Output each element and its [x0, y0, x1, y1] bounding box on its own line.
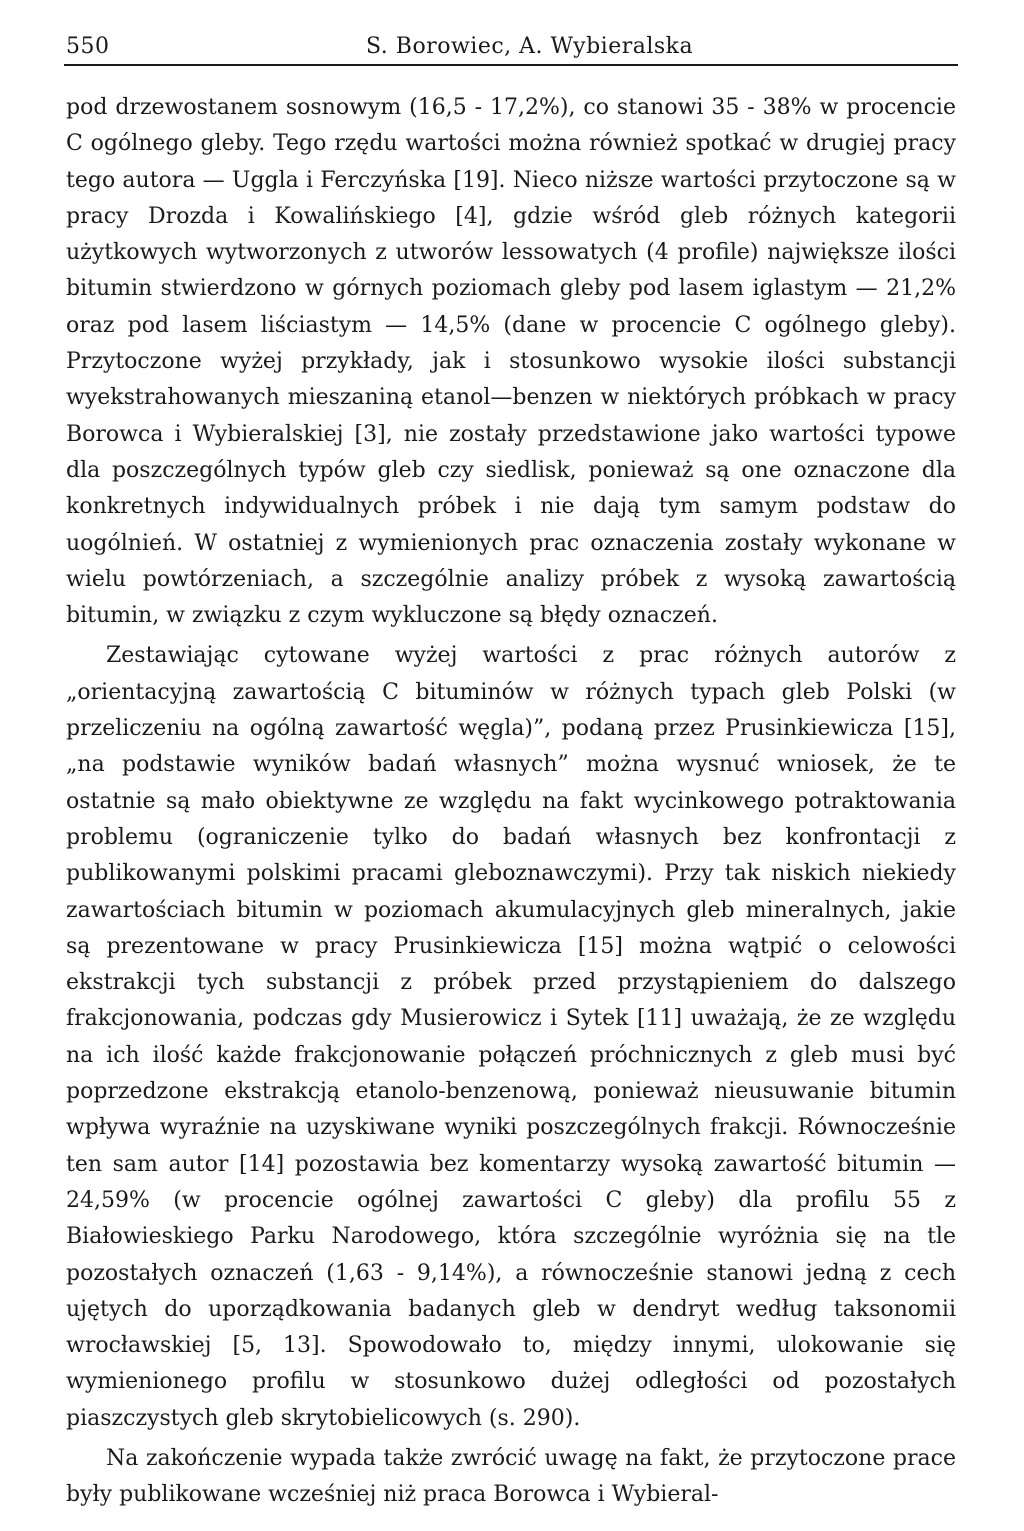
paragraph-1: pod drzewostanem sosnowym (16,5 - 17,2%), co stanowi 35 - 38% w procencie C ogólnego gleby. Tego rzędu wartości można również spotkać w drugiej pracy tego autora — Uggla i Ferczyńska [19]. Nieco niższe wartości przytoczone są w pracy Drozda i Kowalińskiego [4], gdzie wśród gleb różnych kategorii użytkowych wytworzonych z utworów lessowatych (4 profile) największe ilości bitumin stwierdzono w górnych poziomach gleby pod lasem iglastym — 21,2% oraz pod lasem liściastym — 14,5% (dane w procencie C ogólnego gleby). Przytoczone wyżej przykłady, jak i stosunkowo wysokie ilości substancji wyekstrahowanych mieszaniną etanol—benzen w niektórych próbkach w pracy Borowca i Wybieralskiej [3], nie zostały przedstawione jako wartości typowe dla poszczególnych typów gleb czy siedlisk, ponieważ są one oznaczone dla konkretnych indywidualnych próbek i nie dają tym samym podstaw do uogólnień. W ostatniej z wymienionych prac oznaczenia zostały wykonane w wielu powtórzeniach, a szczególnie analizy próbek z wysoką zawartością bitumin, w związku z czym wykluczone są błędy oznaczeń. [66, 95, 956, 629]
page-header [66, 30, 956, 64]
paragraph-3: Na zakończenie wypada także zwrócić uwagę na fakt, że przytoczone prace były publikowane wcześniej niż praca Borowca i Wybieral- [66, 1445, 956, 1508]
running-title: S. Borowiec, A. Wybieralska [366, 34, 694, 59]
header-rule [64, 64, 958, 66]
paragraph-2: Zestawiając cytowane wyżej wartości z prac różnych autorów z „orientacyjną zawartością C bituminów w różnych typach gleb Polski (w przeliczeniu na ogólną zawartość węgla)”, podaną przez Prusinkiewicza [15], „na podstawie wyników badań własnych” można wysnuć wniosek, że te ostatnie są mało obiektywne ze względu na fakt wycinkowego potraktowania problemu (ograniczenie tylko do badań własnych bez konfrontacji z publikowanymi polskimi pracami gleboznawczymi). Przy tak niskich niekiedy zawartościach bitumin w poziomach akumulacyjnych gleb mineralnych, jakie są prezentowane w pracy Prusinkiewicza [15] można wątpić o celowości ekstrakcji tych substancji z próbek przed przystąpieniem do dalszego frakcjonowania, podczas gdy Musierowicz i Sytek [11] uważają, że ze względu na ich ilość każde frakcjonowanie połączeń próchnicznych z gleb musi być poprzedzone ekstrakcją etanolo-benzenową, ponieważ nieusuwanie bitumin wpływa wyraźnie na uzyskiwane wyniki poszczególnych frakcji. Równocześnie ten sam autor [14] pozostawia bez komentarzy wysoką zawartość bitumin — 24,59% (w procencie ogólnej zawartości C gleby) dla profilu 55 z Białowieskiego Parku Narodowego, która szczególnie wyróżnia się na tle pozostałych oznaczeń (1,63 - 9,14%), a równocześnie stanowi jedną z cech ujętych do uporządkowania badanych gleb w dendryt według taksonomii wrocławskiej [5, 13]. Spowodowało to, między innymi, ulokowanie się wymienionego profilu w stosunkowo dużej odległości od pozostałych piaszczystych gleb skrytobielicowych (s. 290). [66, 643, 956, 1431]
page-number: 550 [66, 34, 110, 59]
article-body [66, 90, 956, 1514]
